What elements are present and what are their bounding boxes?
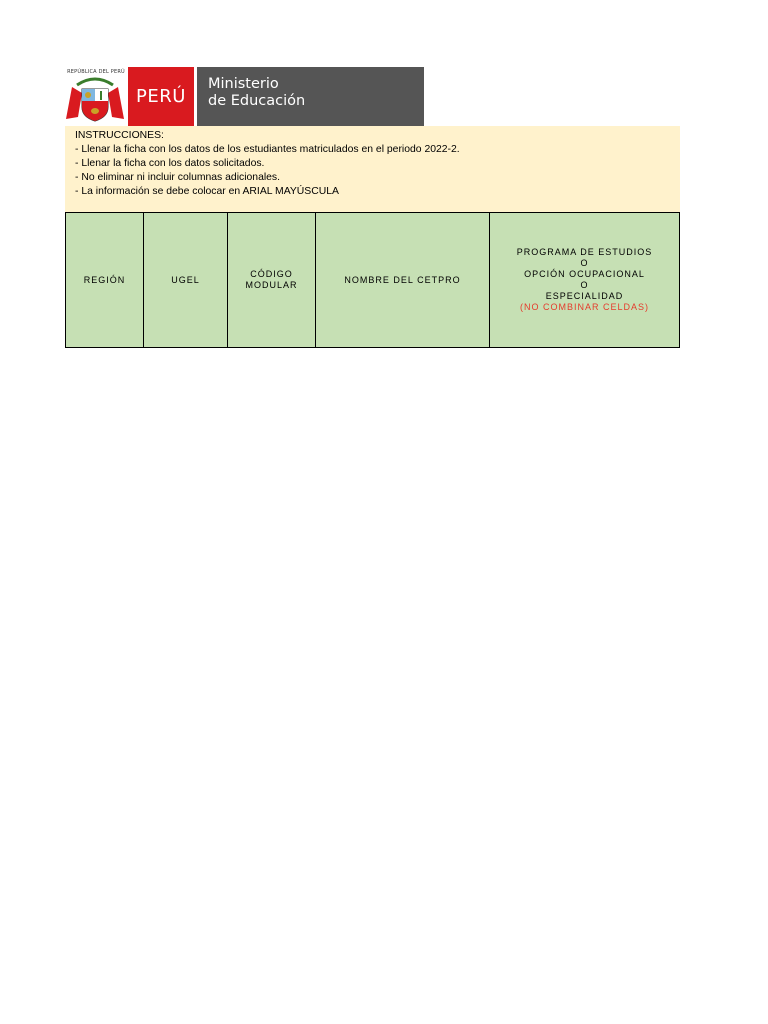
country-label: PERÚ: [136, 86, 186, 107]
form-header-table: [65, 212, 680, 348]
column-header-region[interactable]: REGIÓN: [66, 213, 144, 347]
column-header-codigo-modular[interactable]: CÓDIGO MODULAR: [228, 213, 316, 347]
instruction-item: - Llenar la ficha con los datos solicitados.: [75, 158, 265, 169]
instructions-title: INSTRUCCIONES:: [75, 130, 164, 141]
instruction-item: - No eliminar ni incluir columnas adicionales.: [75, 172, 281, 183]
country-block: [128, 67, 194, 126]
instruction-item: - Llenar la ficha con los datos de los estudiantes matriculados en el periodo 2022-2.: [75, 144, 460, 155]
instruction-item: - La información se debe colocar en ARIAL MAYÚSCULA: [75, 186, 339, 197]
shield-caption: REPÚBLICA DEL PERÚ: [67, 69, 125, 75]
ministry-block: [197, 67, 424, 126]
column-header-nombre-cetpro[interactable]: NOMBRE DEL CETPRO: [316, 213, 490, 347]
column-header-ugel[interactable]: UGEL: [144, 213, 228, 347]
no-merge-note: (NO COMBINAR CELDAS): [519, 302, 649, 312]
coat-of-arms-icon: [64, 67, 126, 126]
column-header-programa-estudios[interactable]: PROGRAMA DE ESTUDIOS O OPCIÓN OCUPACIONAL O ESPECIALIDAD (NO COMBINAR CELDAS): [516, 247, 653, 312]
ministry-line-2: de Educación: [208, 93, 306, 109]
ministry-logo: [64, 67, 424, 126]
ministry-line-1: Ministerio: [208, 76, 279, 92]
instructions-box: [65, 126, 680, 212]
